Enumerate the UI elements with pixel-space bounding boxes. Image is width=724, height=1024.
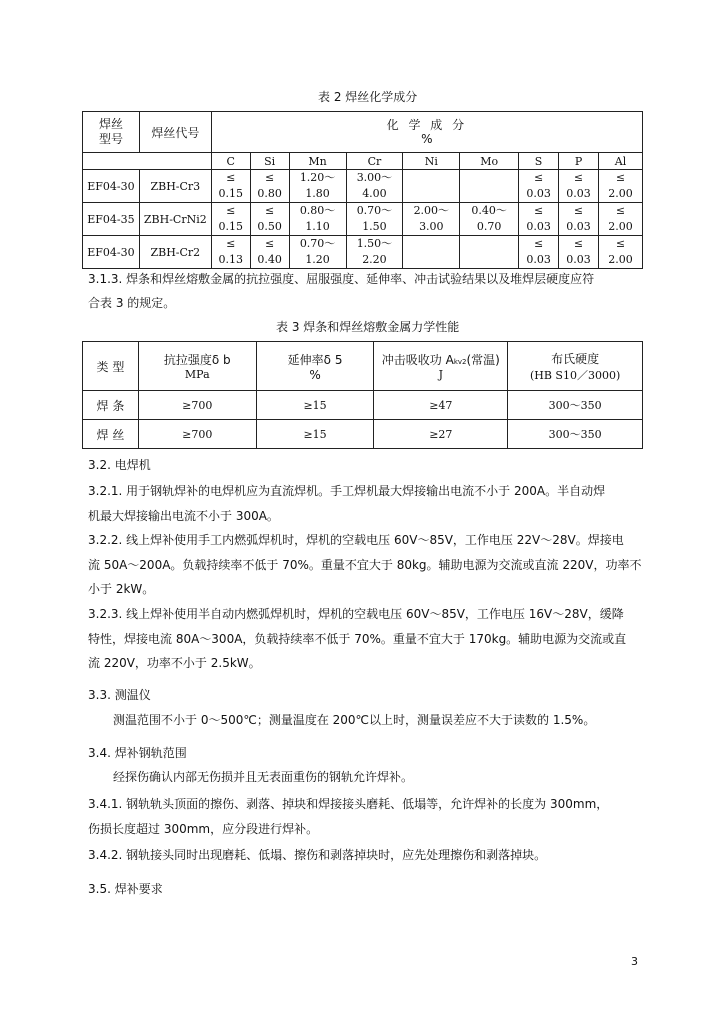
element-p: P — [559, 153, 599, 170]
composition-cell: ≤ 0.03 — [559, 236, 599, 269]
body-line: 3.4.2. 钢轨接头同时出现磨耗、低塌、擦伤和剥落掉块时，应先处理擦伤和剥落掉块。 — [88, 848, 547, 862]
composition-row — [83, 236, 643, 269]
mechanical-cell-hard: 300～350 — [508, 391, 643, 420]
composition-row — [83, 170, 643, 203]
body-line: 机最大焊接输出电流不小于 300A。 — [88, 509, 279, 523]
table3-header-row — [83, 342, 643, 391]
wire-code: ZBH-Cr3 — [139, 170, 211, 203]
composition-cell: 0.70～ 1.20 — [289, 236, 346, 269]
body-line: 流 50A～200A。负载持续率不低于 70%。重量不宜大于 80kg。辅助电源为交流或直流 220V，功率不 — [88, 558, 642, 572]
composition-cell: 1.50～ 2.20 — [346, 236, 403, 269]
composition-cell: ≤ 0.80 — [250, 170, 289, 203]
mechanical-row — [83, 420, 643, 449]
element-ni: Ni — [403, 153, 460, 170]
mechanical-properties-table — [82, 341, 643, 449]
composition-cell: ≤ 0.13 — [211, 236, 250, 269]
wire-model: EF04-30 — [83, 236, 140, 269]
composition-cell: 0.40～ 0.70 — [460, 203, 519, 236]
body-line: 3.2.2. 线上焊补使用手工内燃弧焊机时，焊机的空载电压 60V～85V，工作电压 22V～28V。焊接电 — [88, 533, 624, 547]
body-line: 特性，焊接电流 80A～300A，负载持续率不低于 70%。重量不宜大于 170kg。辅助电源为交流或直 — [88, 632, 627, 646]
table2-caption: 表 2 焊丝化学成分 — [318, 90, 418, 104]
body-line: 伤损长度超过 300mm，应分段进行焊补。 — [88, 822, 319, 836]
para-3-1-3: 3.1.3. 焊条和焊丝熔敷金属的抗拉强度、屈服强度、延伸率、冲击试验结果以及堆焊层硬度应符 — [88, 272, 595, 286]
body-line: 小于 2kW。 — [88, 582, 155, 596]
body-line: 经探伤确认内部无伤损并且无表面重伤的钢轨允许焊补。 — [113, 770, 414, 784]
body-line: 3.4.1. 钢轨轨头顶面的擦伤、剥落、掉块和焊接接头磨耗、低塌等，允许焊补的长度为 300mm， — [88, 797, 609, 811]
composition-cell: ≤ 0.15 — [211, 170, 250, 203]
element-mo: Mo — [460, 153, 519, 170]
composition-row — [83, 203, 643, 236]
body-line: 3.2.3. 线上焊补使用半自动内燃弧焊机时，焊机的空载电压 60V～85V，工作电压 16V～28V，缓降 — [88, 607, 624, 621]
composition-cell: ≤ 0.03 — [559, 203, 599, 236]
element-mn: Mn — [289, 153, 346, 170]
element-cr: Cr — [346, 153, 403, 170]
header-impact: 冲击吸收功 Akv2(常温) J — [374, 342, 508, 391]
composition-cell: ≤ 0.15 — [211, 203, 250, 236]
element-al: Al — [598, 153, 642, 170]
body-line: 3.2. 电焊机 — [88, 458, 151, 472]
composition-cell: ≤ 0.03 — [519, 170, 559, 203]
element-c: C — [211, 153, 250, 170]
wire-code: ZBH-Cr2 — [139, 236, 211, 269]
mechanical-cell-hard: 300～350 — [508, 420, 643, 449]
mechanical-cell-elong: ≥15 — [256, 391, 374, 420]
composition-cell: ≤ 0.03 — [519, 236, 559, 269]
wire-model: EF04-35 — [83, 203, 140, 236]
para-3-1-3-cont: 合表 3 的规定。 — [88, 296, 176, 310]
composition-cell: 0.70～ 1.50 — [346, 203, 403, 236]
header-tensile: 抗拉强度δ b MPa — [138, 342, 256, 391]
header-elongation: 延伸率δ 5 % — [256, 342, 374, 391]
mechanical-cell-impact: ≥27 — [374, 420, 508, 449]
composition-cell: ≤ 0.50 — [250, 203, 289, 236]
mechanical-cell-impact: ≥47 — [374, 391, 508, 420]
body-line: 测温范围不小于 0～500℃；测量温度在 200℃以上时，测量误差应不大于读数的 1.5%。 — [113, 713, 596, 727]
header-type: 类 型 — [83, 342, 139, 391]
composition-cell: ≤ 2.00 — [598, 236, 642, 269]
mechanical-cell-tensile: ≥700 — [138, 391, 256, 420]
composition-cell — [460, 170, 519, 203]
chemical-composition-table — [82, 111, 643, 269]
composition-cell — [460, 236, 519, 269]
mechanical-row — [83, 391, 643, 420]
body-line: 3.3. 测温仪 — [88, 688, 151, 702]
element-header-row — [83, 153, 643, 170]
header-composition: 化 学 成 分 % — [211, 112, 642, 152]
composition-cell: 1.20～ 1.80 — [289, 170, 346, 203]
element-si: Si — [250, 153, 289, 170]
mechanical-cell-tensile: ≥700 — [138, 420, 256, 449]
element-s: S — [519, 153, 559, 170]
composition-cell — [403, 170, 460, 203]
mechanical-cell-type: 焊 条 — [83, 391, 139, 420]
composition-cell: ≤ 0.03 — [519, 203, 559, 236]
header-hardness: 布氏硬度 (HB S10／3000) — [508, 342, 643, 391]
composition-cell: ≤ 2.00 — [598, 203, 642, 236]
composition-cell: ≤ 0.03 — [559, 170, 599, 203]
mechanical-cell-type: 焊 丝 — [83, 420, 139, 449]
composition-cell: 3.00～ 4.00 — [346, 170, 403, 203]
composition-cell: 0.80～ 1.10 — [289, 203, 346, 236]
page-number: 3 — [631, 955, 638, 968]
body-line: 3.5. 焊补要求 — [88, 882, 163, 896]
mechanical-cell-elong: ≥15 — [256, 420, 374, 449]
composition-cell: ≤ 2.00 — [598, 170, 642, 203]
composition-cell — [403, 236, 460, 269]
table3-caption: 表 3 焊条和焊丝熔敷金属力学性能 — [276, 320, 460, 334]
header-wire-code: 焊丝代号 — [139, 112, 211, 153]
body-line: 流 220V，功率不小于 2.5kW。 — [88, 656, 261, 670]
body-line: 3.2.1. 用于钢轨焊补的电焊机应为直流焊机。手工焊机最大焊接输出电流不小于 200A。半自动焊 — [88, 484, 606, 498]
composition-cell: ≤ 0.40 — [250, 236, 289, 269]
header-wire-model: 焊丝型号 — [83, 112, 140, 153]
body-line: 3.4. 焊补钢轨范围 — [88, 746, 187, 760]
wire-code: ZBH-CrNi2 — [139, 203, 211, 236]
composition-cell: 2.00～ 3.00 — [403, 203, 460, 236]
wire-model: EF04-30 — [83, 170, 140, 203]
